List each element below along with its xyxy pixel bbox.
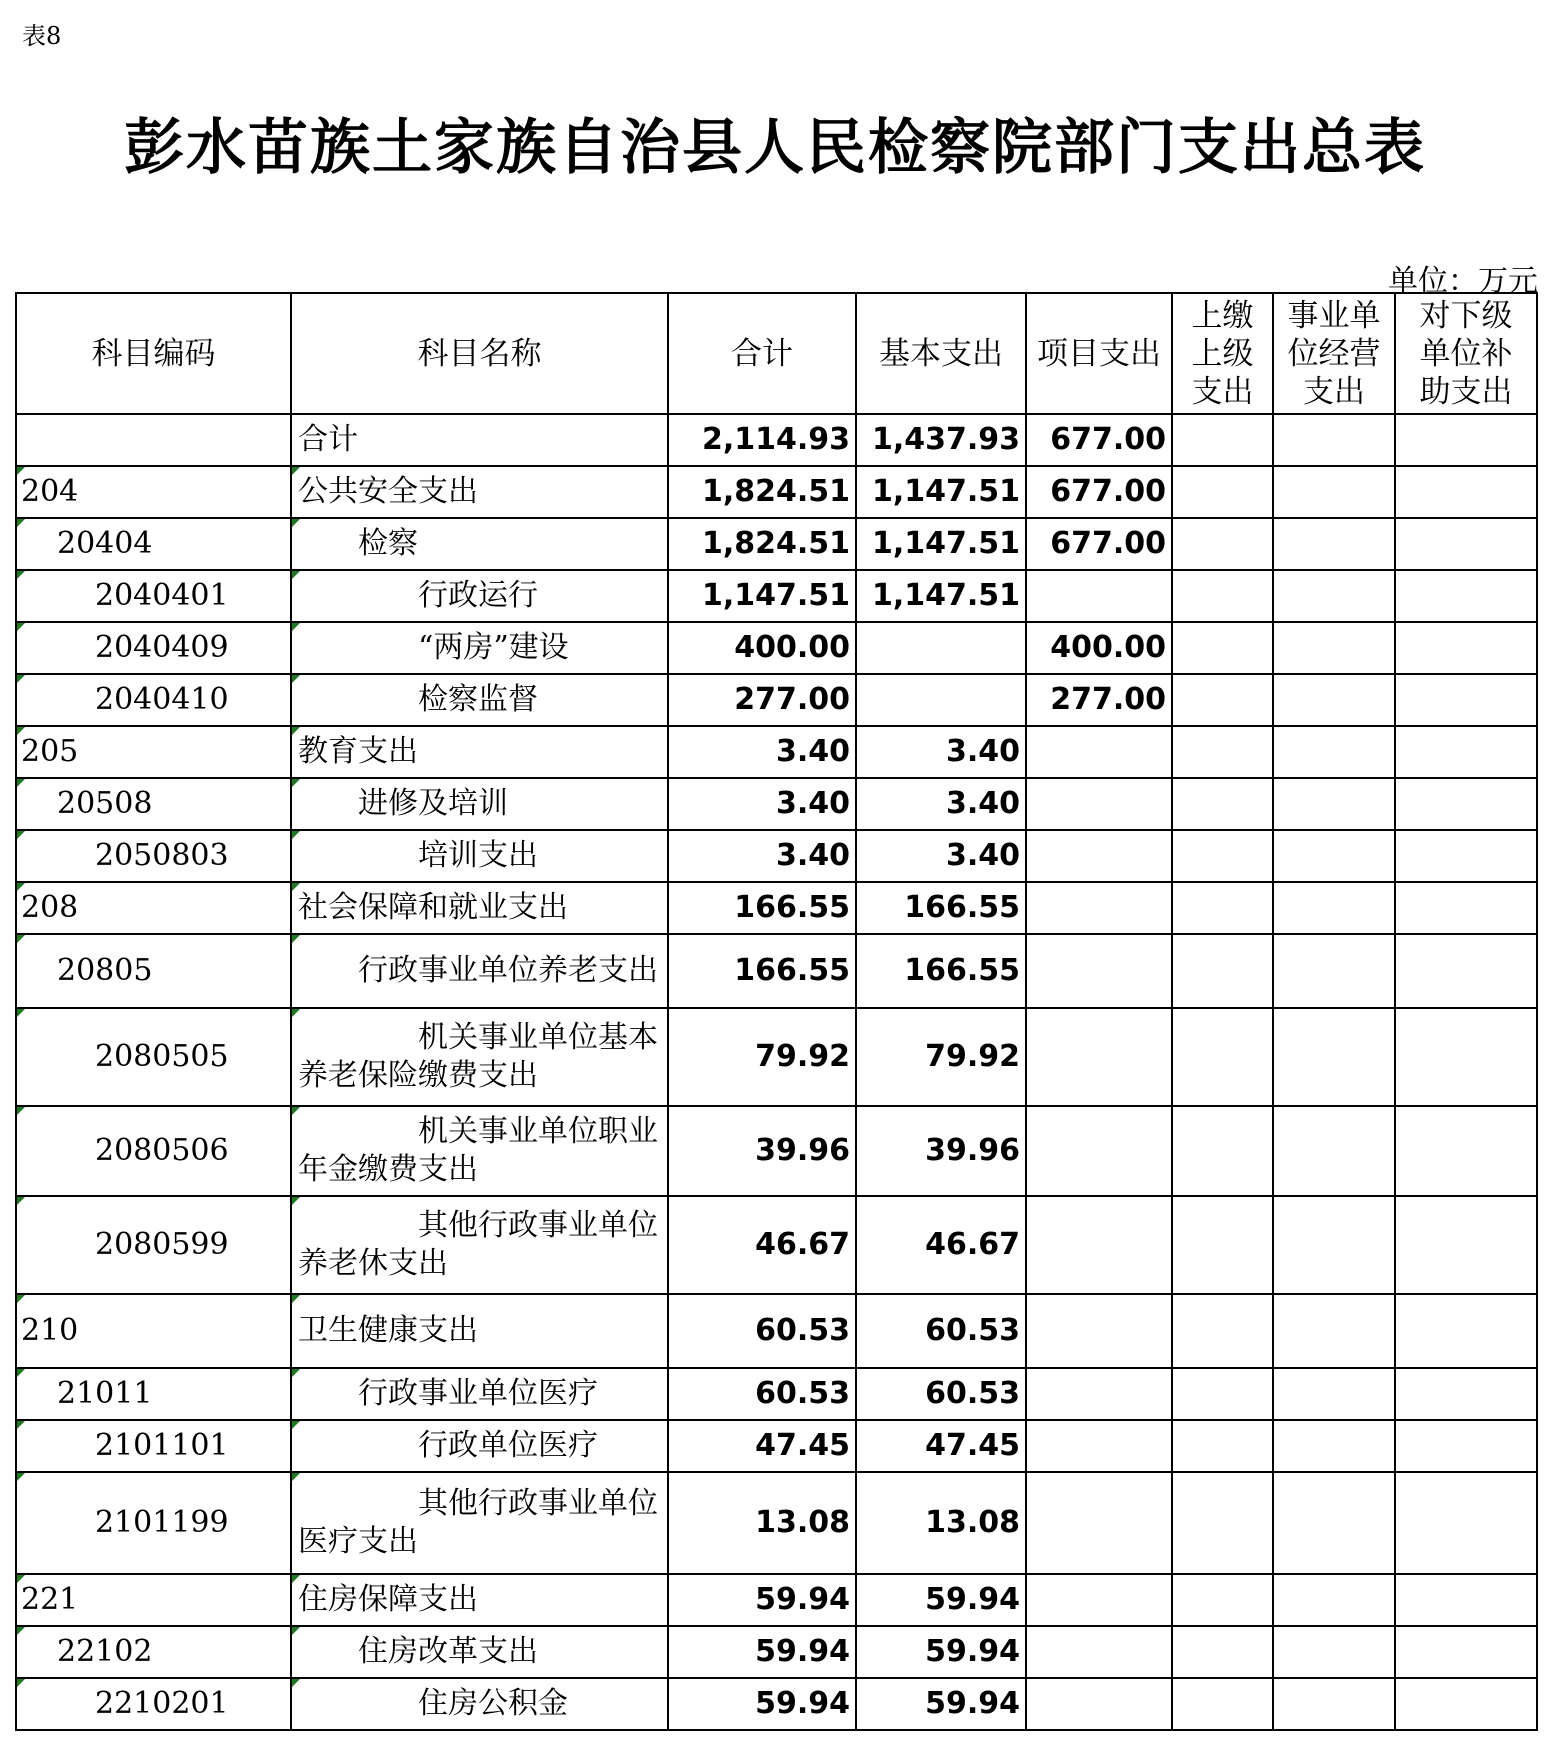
project-cell: [1026, 830, 1172, 882]
business-cell: [1273, 674, 1395, 726]
name-cell: 进修及培训: [291, 778, 668, 830]
business-cell: [1273, 1106, 1395, 1196]
upper-cell: [1172, 1106, 1273, 1196]
subsidy-cell: [1395, 778, 1537, 830]
upper-cell: [1172, 1008, 1273, 1106]
basic-cell: 3.40: [856, 830, 1026, 882]
subsidy-cell: [1395, 830, 1537, 882]
subsidy-cell: [1395, 1574, 1537, 1626]
upper-cell: [1172, 830, 1273, 882]
name-cell: 行政单位医疗: [291, 1420, 668, 1472]
code-cell: 2210201: [16, 1678, 291, 1730]
basic-cell: 13.08: [856, 1472, 1026, 1574]
project-cell: [1026, 778, 1172, 830]
header-name: 科目名称: [291, 293, 668, 414]
upper-cell: [1172, 1196, 1273, 1294]
table-row: [16, 1472, 1537, 1574]
code-cell: 2040410: [16, 674, 291, 726]
total-cell: 1,147.51: [668, 570, 856, 622]
code-cell: 21011: [16, 1368, 291, 1420]
upper-cell: [1172, 1626, 1273, 1678]
upper-cell: [1172, 674, 1273, 726]
name-cell: 检察: [291, 518, 668, 570]
table-row: [16, 1368, 1537, 1420]
header-business: 事业单 位经营 支出: [1273, 293, 1395, 414]
upper-cell: [1172, 1678, 1273, 1730]
name-cell: 其他行政事业单位养老休支出: [291, 1196, 668, 1294]
business-cell: [1273, 1368, 1395, 1420]
table-row: [16, 934, 1537, 1008]
basic-cell: 1,147.51: [856, 466, 1026, 518]
business-cell: [1273, 1678, 1395, 1730]
name-cell: 卫生健康支出: [291, 1294, 668, 1368]
business-cell: [1273, 414, 1395, 466]
table-row: [16, 414, 1537, 466]
business-cell: [1273, 882, 1395, 934]
total-cell: 59.94: [668, 1626, 856, 1678]
table-row: [16, 1626, 1537, 1678]
subsidy-cell: [1395, 1196, 1537, 1294]
total-cell: 46.67: [668, 1196, 856, 1294]
basic-cell: 46.67: [856, 1196, 1026, 1294]
total-cell: 60.53: [668, 1294, 856, 1368]
table-row: [16, 778, 1537, 830]
table-row: [16, 1106, 1537, 1196]
total-cell: 59.94: [668, 1574, 856, 1626]
code-cell: 2101101: [16, 1420, 291, 1472]
business-cell: [1273, 1472, 1395, 1574]
code-cell: 204: [16, 466, 291, 518]
name-cell: 培训支出: [291, 830, 668, 882]
code-cell: 2080505: [16, 1008, 291, 1106]
subsidy-cell: [1395, 1472, 1537, 1574]
subsidy-cell: [1395, 570, 1537, 622]
upper-cell: [1172, 570, 1273, 622]
name-cell: 检察监督: [291, 674, 668, 726]
upper-cell: [1172, 1574, 1273, 1626]
header-upper: 上缴 上级 支出: [1172, 293, 1273, 414]
code-cell: 2040401: [16, 570, 291, 622]
project-cell: [1026, 1196, 1172, 1294]
code-cell: 20508: [16, 778, 291, 830]
business-cell: [1273, 1008, 1395, 1106]
project-cell: 277.00: [1026, 674, 1172, 726]
table-row: [16, 570, 1537, 622]
subsidy-cell: [1395, 1008, 1537, 1106]
name-cell: 行政运行: [291, 570, 668, 622]
project-cell: 677.00: [1026, 466, 1172, 518]
business-cell: [1273, 518, 1395, 570]
name-cell: 机关事业单位职业年金缴费支出: [291, 1106, 668, 1196]
subsidy-cell: [1395, 934, 1537, 1008]
code-cell: 20404: [16, 518, 291, 570]
name-cell: 住房公积金: [291, 1678, 668, 1730]
header-subsidy: 对下级 单位补 助支出: [1395, 293, 1537, 414]
total-cell: 3.40: [668, 778, 856, 830]
name-cell: 合计: [291, 414, 668, 466]
name-cell: 行政事业单位养老支出: [291, 934, 668, 1008]
header-project: 项目支出: [1026, 293, 1172, 414]
subsidy-cell: [1395, 1368, 1537, 1420]
basic-cell: [856, 674, 1026, 726]
basic-cell: 166.55: [856, 934, 1026, 1008]
upper-cell: [1172, 1294, 1273, 1368]
project-cell: [1026, 1678, 1172, 1730]
upper-cell: [1172, 1420, 1273, 1472]
business-cell: [1273, 726, 1395, 778]
name-cell: 行政事业单位医疗: [291, 1368, 668, 1420]
table-row: [16, 518, 1537, 570]
name-cell: 住房保障支出: [291, 1574, 668, 1626]
total-cell: 60.53: [668, 1368, 856, 1420]
name-cell: 教育支出: [291, 726, 668, 778]
subsidy-cell: [1395, 674, 1537, 726]
subsidy-cell: [1395, 726, 1537, 778]
code-cell: 205: [16, 726, 291, 778]
name-cell: 社会保障和就业支出: [291, 882, 668, 934]
basic-cell: 39.96: [856, 1106, 1026, 1196]
table-row: [16, 830, 1537, 882]
subsidy-cell: [1395, 1106, 1537, 1196]
project-cell: [1026, 1368, 1172, 1420]
business-cell: [1273, 1574, 1395, 1626]
subsidy-cell: [1395, 622, 1537, 674]
basic-cell: 59.94: [856, 1574, 1026, 1626]
business-cell: [1273, 778, 1395, 830]
upper-cell: [1172, 778, 1273, 830]
basic-cell: 59.94: [856, 1626, 1026, 1678]
total-cell: 13.08: [668, 1472, 856, 1574]
total-cell: 400.00: [668, 622, 856, 674]
total-cell: 59.94: [668, 1678, 856, 1730]
business-cell: [1273, 622, 1395, 674]
code-cell: [16, 414, 291, 466]
code-cell: 208: [16, 882, 291, 934]
business-cell: [1273, 830, 1395, 882]
upper-cell: [1172, 726, 1273, 778]
name-cell: 住房改革支出: [291, 1626, 668, 1678]
total-cell: 2,114.93: [668, 414, 856, 466]
business-cell: [1273, 1420, 1395, 1472]
business-cell: [1273, 1626, 1395, 1678]
upper-cell: [1172, 414, 1273, 466]
expenditure-table: [15, 292, 1538, 1731]
subsidy-cell: [1395, 466, 1537, 518]
basic-cell: 47.45: [856, 1420, 1026, 1472]
basic-cell: 1,147.51: [856, 570, 1026, 622]
basic-cell: 59.94: [856, 1678, 1026, 1730]
business-cell: [1273, 1294, 1395, 1368]
upper-cell: [1172, 1472, 1273, 1574]
basic-cell: 60.53: [856, 1294, 1026, 1368]
name-cell: “两房”建设: [291, 622, 668, 674]
code-cell: 22102: [16, 1626, 291, 1678]
code-cell: 221: [16, 1574, 291, 1626]
total-cell: 1,824.51: [668, 518, 856, 570]
project-cell: [1026, 726, 1172, 778]
code-cell: 2050803: [16, 830, 291, 882]
total-cell: 3.40: [668, 830, 856, 882]
name-cell: 机关事业单位基本养老保险缴费支出: [291, 1008, 668, 1106]
table-row: [16, 1008, 1537, 1106]
upper-cell: [1172, 1368, 1273, 1420]
name-cell: 其他行政事业单位医疗支出: [291, 1472, 668, 1574]
code-cell: 20805: [16, 934, 291, 1008]
basic-cell: 60.53: [856, 1368, 1026, 1420]
basic-cell: [856, 622, 1026, 674]
business-cell: [1273, 466, 1395, 518]
header-basic: 基本支出: [856, 293, 1026, 414]
page-title: 彭水苗族土家族自治县人民检察院部门支出总表: [124, 113, 1426, 183]
subsidy-cell: [1395, 882, 1537, 934]
project-cell: [1026, 882, 1172, 934]
basic-cell: 1,147.51: [856, 518, 1026, 570]
project-cell: [1026, 934, 1172, 1008]
project-cell: [1026, 570, 1172, 622]
subsidy-cell: [1395, 1626, 1537, 1678]
project-cell: [1026, 1294, 1172, 1368]
upper-cell: [1172, 882, 1273, 934]
name-cell: 公共安全支出: [291, 466, 668, 518]
total-cell: 39.96: [668, 1106, 856, 1196]
basic-cell: 3.40: [856, 726, 1026, 778]
project-cell: [1026, 1574, 1172, 1626]
table-row: [16, 882, 1537, 934]
project-cell: [1026, 1420, 1172, 1472]
table-row: [16, 674, 1537, 726]
business-cell: [1273, 1196, 1395, 1294]
header-code: 科目编码: [16, 293, 291, 414]
business-cell: [1273, 570, 1395, 622]
subsidy-cell: [1395, 1678, 1537, 1730]
upper-cell: [1172, 622, 1273, 674]
basic-cell: 3.40: [856, 778, 1026, 830]
basic-cell: 1,437.93: [856, 414, 1026, 466]
upper-cell: [1172, 518, 1273, 570]
code-cell: 2080506: [16, 1106, 291, 1196]
table-row: [16, 466, 1537, 518]
upper-cell: [1172, 466, 1273, 518]
project-cell: 400.00: [1026, 622, 1172, 674]
table-row: [16, 622, 1537, 674]
project-cell: [1026, 1106, 1172, 1196]
subsidy-cell: [1395, 518, 1537, 570]
business-cell: [1273, 934, 1395, 1008]
table-row: [16, 1678, 1537, 1730]
code-cell: 2101199: [16, 1472, 291, 1574]
project-cell: 677.00: [1026, 518, 1172, 570]
unit-label: 单位：万元: [1388, 264, 1538, 299]
total-cell: 166.55: [668, 934, 856, 1008]
project-cell: [1026, 1472, 1172, 1574]
code-cell: 210: [16, 1294, 291, 1368]
total-cell: 277.00: [668, 674, 856, 726]
total-cell: 166.55: [668, 882, 856, 934]
code-cell: 2040409: [16, 622, 291, 674]
basic-cell: 79.92: [856, 1008, 1026, 1106]
header-row: [16, 293, 1537, 414]
table-number-label: 表8: [22, 22, 62, 50]
project-cell: 677.00: [1026, 414, 1172, 466]
total-cell: 47.45: [668, 1420, 856, 1472]
header-total: 合计: [668, 293, 856, 414]
table-row: [16, 1420, 1537, 1472]
total-cell: 3.40: [668, 726, 856, 778]
subsidy-cell: [1395, 1420, 1537, 1472]
project-cell: [1026, 1008, 1172, 1106]
table-row: [16, 726, 1537, 778]
total-cell: 1,824.51: [668, 466, 856, 518]
table-row: [16, 1574, 1537, 1626]
code-cell: 2080599: [16, 1196, 291, 1294]
subsidy-cell: [1395, 1294, 1537, 1368]
basic-cell: 166.55: [856, 882, 1026, 934]
upper-cell: [1172, 934, 1273, 1008]
total-cell: 79.92: [668, 1008, 856, 1106]
table-row: [16, 1294, 1537, 1368]
subsidy-cell: [1395, 414, 1537, 466]
table-row: [16, 1196, 1537, 1294]
project-cell: [1026, 1626, 1172, 1678]
